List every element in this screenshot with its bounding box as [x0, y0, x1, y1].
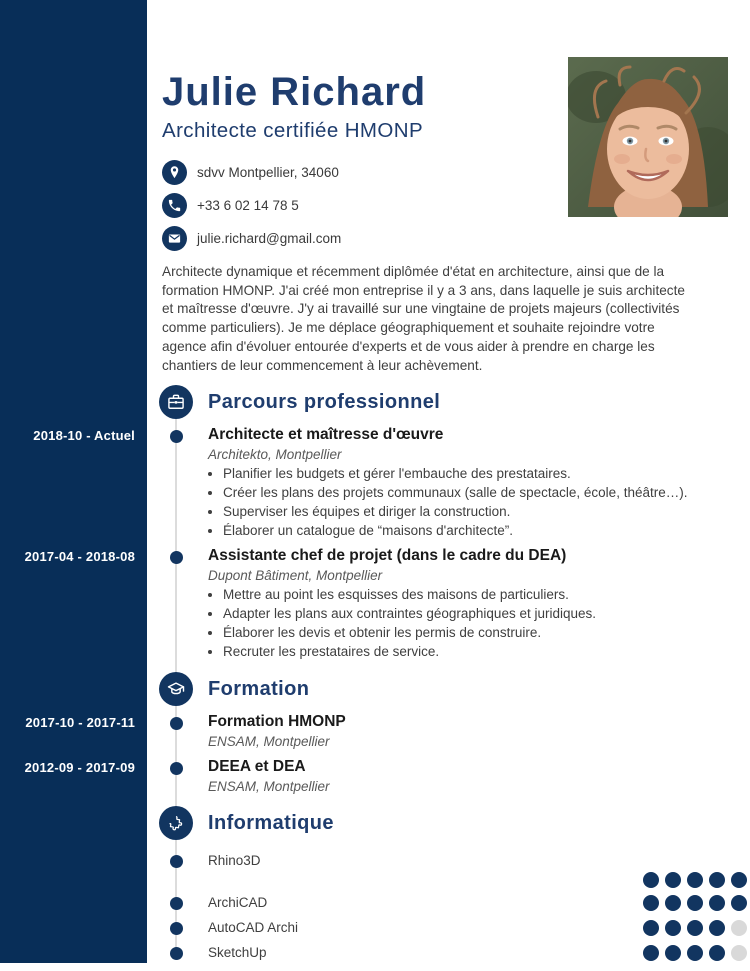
name-heading: Julie Richard	[162, 70, 427, 114]
entry-date: 2017-04 - 2018-08	[24, 549, 135, 565]
rating-dot-filled	[687, 920, 703, 936]
entry-bullet: • Planifier les budgets et gérer l'embauche des prestataires.	[223, 465, 750, 484]
entry-organization: Architekto, Montpellier	[208, 447, 342, 463]
entry-bullet: • Recruter les prestataires de service.	[223, 643, 750, 662]
skill-rating	[643, 872, 747, 888]
section-header-skills	[0, 806, 750, 840]
entry-title: DEEA et DEA	[208, 757, 306, 775]
education-entries	[0, 712, 750, 796]
rating-dot-empty	[731, 920, 747, 936]
timeline-entry	[0, 712, 750, 751]
skill-row	[0, 916, 750, 940]
timeline-dot	[170, 762, 183, 775]
rating-dot-filled	[643, 872, 659, 888]
entry-title: Architecte et maîtresse d'œuvre	[208, 426, 444, 444]
experience-entries	[0, 425, 750, 661]
timeline-dot	[170, 922, 183, 935]
contact-phone-text: +33 6 02 14 78 5	[197, 198, 299, 213]
skill-row	[0, 941, 750, 965]
rating-dot-filled	[709, 945, 725, 961]
rating-dot-filled	[643, 895, 659, 911]
rating-dot-filled	[687, 872, 703, 888]
timeline-dot	[170, 897, 183, 910]
contact-list	[162, 160, 750, 251]
rating-dot-filled	[709, 895, 725, 911]
timeline-dot	[170, 430, 183, 443]
summary-paragraph: Architecte dynamique et récemment diplômée d'état en architecture, ainsi que de la formation HMONP. J'ai créé mon entreprise il y a 3 ans, dans laquelle je suis architecte et maîtresse d'œuvre. J'y ai travaillé sur une vingtaine de projets majeurs (collectivités comme particuliers). Je me déplace géographiquement et souhaite rejoindre votre agence afin d'évoluer entourée d'experts et de vous aider à prendre en charge les chantiers de leur commencement à leur achèvement.	[162, 264, 685, 373]
briefcase-icon	[159, 385, 193, 419]
timeline-entry	[0, 546, 750, 661]
puzzle-piece-icon	[159, 806, 193, 840]
contact-email	[162, 226, 750, 251]
entry-bullet: • Créer les plans des projets communaux (salle de spectacle, école, théâtre…).	[223, 484, 750, 503]
timeline-dot	[170, 947, 183, 960]
entry-bullet: • Élaborer les devis et obtenir les permis de construire.	[223, 624, 750, 643]
rating-dot-filled	[731, 895, 747, 911]
skill-label: ArchiCAD	[208, 894, 268, 910]
section-header-education	[0, 672, 750, 706]
section-header-experience	[0, 385, 750, 419]
rating-dot-filled	[687, 945, 703, 961]
rating-dot-filled	[643, 920, 659, 936]
entry-organization: ENSAM, Montpellier	[208, 778, 330, 794]
entry-bullet-list	[208, 465, 750, 540]
skill-row	[0, 849, 750, 873]
entry-organization: ENSAM, Montpellier	[208, 733, 330, 749]
rating-dot-filled	[665, 872, 681, 888]
section-title-experience: Parcours professionnel	[208, 391, 441, 414]
skill-label: SketchUp	[208, 944, 267, 960]
rating-dot-filled	[709, 920, 725, 936]
skill-rating	[643, 920, 747, 936]
skill-rating	[643, 895, 747, 911]
entry-title: Assistante chef de projet (dans le cadre du DEA)	[208, 547, 567, 565]
skill-row	[0, 891, 750, 915]
section-title-skills: Informatique	[208, 811, 334, 834]
skill-label: Rhino3D	[208, 852, 261, 868]
skill-label: AutoCAD Archi	[208, 919, 299, 935]
rating-dot-filled	[709, 872, 725, 888]
timeline-entry	[0, 425, 750, 540]
entry-bullet: • Superviser les équipes et diriger la construction.	[223, 503, 750, 522]
contact-location	[162, 160, 750, 185]
entry-bullet: • Mettre au point les esquisses des maisons de particuliers.	[223, 586, 750, 605]
section-title-education: Formation	[208, 677, 310, 700]
entry-date: 2012-09 - 2017-09	[24, 759, 135, 775]
timeline-dot	[170, 855, 183, 868]
entry-bullet: • Adapter les plans aux contraintes géographiques et juridiques.	[223, 605, 750, 624]
entry-date: 2018-10 - Actuel	[33, 428, 135, 444]
skill-list	[0, 849, 750, 965]
phone-icon	[162, 193, 187, 218]
timeline-dot	[170, 551, 183, 564]
timeline-dot	[170, 717, 183, 730]
envelope-icon	[162, 226, 187, 251]
rating-dot-empty	[731, 945, 747, 961]
entry-title: Formation HMONP	[208, 712, 346, 730]
rating-dot-filled	[665, 895, 681, 911]
entry-organization: Dupont Bâtiment, Montpellier	[208, 568, 383, 584]
entry-bullet-list	[208, 586, 750, 661]
rating-dot-filled	[643, 945, 659, 961]
rating-dot-filled	[665, 920, 681, 936]
header-block	[0, 0, 750, 375]
contact-email-text: julie.richard@gmail.com	[197, 231, 342, 246]
timeline-entry	[0, 757, 750, 796]
rating-dot-filled	[731, 872, 747, 888]
entry-bullet: • Élaborer un catalogue de “maisons d'architecte”.	[223, 522, 750, 541]
rating-dot-filled	[687, 895, 703, 911]
graduation-cap-icon	[159, 672, 193, 706]
contact-location-text: sdvv Montpellier, 34060	[197, 165, 339, 180]
job-title: Architecte certifiée HMONP	[162, 119, 424, 142]
rating-dot-filled	[665, 945, 681, 961]
contact-phone	[162, 193, 750, 218]
skill-rating	[643, 945, 747, 961]
entry-date: 2017-10 - 2017-11	[25, 714, 135, 730]
location-pin-icon	[162, 160, 187, 185]
